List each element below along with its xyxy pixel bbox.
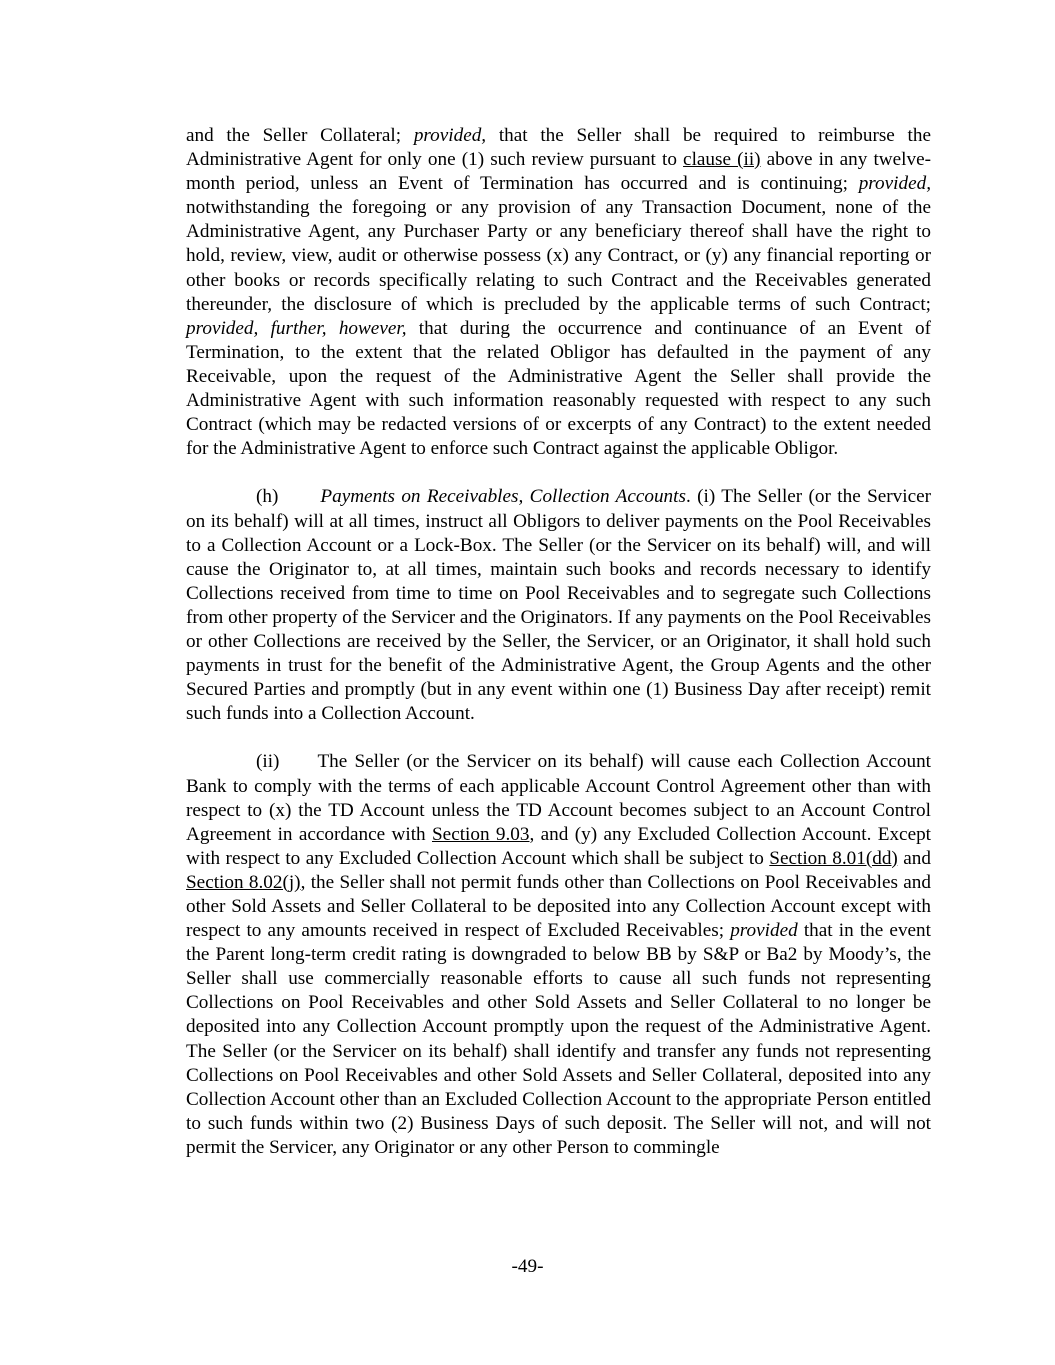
- paragraph-h: [186, 485, 931, 726]
- paragraph-continuation: [186, 124, 931, 461]
- section-marker-ii: (ii): [256, 751, 280, 773]
- text-run: notwithstanding the foregoing or any provision of any Transaction Document, none of the Administrative Agent, any Purchaser Party or any beneficiary thereof shall have the right to hold, review, view, audit or otherwise possess (x) any Contract, or (y) any financial reporting or other books or records specifically relating to such Contract and the Receivables generated thereunder, the disclosure of which is precluded by the applicable terms of such Contract;: [186, 197, 931, 315]
- section-marker-h: (h): [256, 486, 279, 508]
- text-run: and: [897, 847, 931, 869]
- text-run: that in the event the Parent long-term credit rating is downgraded to below BB by S&P or Ba2 by Moody’s, the Seller shall use commercially reasonable efforts to cause all such funds not representing Collections on Pool Receivables and other Sold Assets and Seller Collateral to no longer be deposited into any Collection Account promptly upon the request of the Administrative Agent. The Seller (or the Servicer on its behalf) shall identify and transfer any funds not representing Collections on Pool Receivables and other Sold Assets and Seller Collateral, deposited into any Collection Account other than an Excluded Collection Account to the appropriate Person entitled to such funds within two (2) Business Days of such deposit. The Seller will not, and will not permit the Servicer, any Originator or any other Person to commingle: [186, 920, 931, 1158]
- text-run: , the Seller shall not permit funds other than Collections on Pool Receivables and other Sold Assets and Seller Collateral to be deposited into any Collection Account except with respect to any amounts received in respect of Excluded Receivables;: [186, 871, 931, 942]
- section-heading: Payments on Receivables, Collection Accounts: [320, 486, 686, 508]
- clause-reference: clause (ii): [683, 149, 761, 171]
- paragraph-ii: [186, 750, 931, 1160]
- section-reference: Section 8.01(dd): [769, 847, 898, 869]
- italic-provided: provided: [730, 920, 798, 942]
- text-run: . (i) The Seller (or the Servicer on its behalf) will at all times, instruct all Obligors to deliver payments on the Pool Receivables to a Collection Account or a Lock-Box. The Seller (or the Servicer on its behalf) will, and will cause the Originator to, at all times, maintain such books and records necessary to identify Collections received from time to time on Pool Receivables and to segregate such Collections from other property of the Servicer and the Originators. If any payments on the Pool Receivables or other Collections are received by the Seller, the Servicer, or an Originator, it shall hold such payments in trust for the benefit of the Administrative Agent, the Group Agents and the other Secured Parties and promptly (but in any event within one (1) Business Day after receipt) remit such funds into a Collection Account.: [186, 486, 932, 725]
- paragraph-gap: [186, 726, 931, 750]
- text-run: and the Seller Collateral;: [186, 125, 414, 146]
- paragraph-gap: [186, 461, 931, 485]
- italic-provided: provided,: [858, 173, 931, 195]
- page-number: -49-: [511, 1256, 544, 1277]
- italic-provided: provided,: [413, 125, 487, 146]
- text-run: above in any twelve-month period, unless an Event of Termination has occurred and is continuing;: [186, 149, 931, 195]
- section-reference: Section 8.02(j): [186, 871, 301, 893]
- text-run: , and (y) any Excluded Collection Account. Except with respect to any Excluded Collection Account which shall be subject to: [186, 823, 932, 869]
- section-reference: Section 9.03: [432, 823, 530, 845]
- document-page: [186, 124, 931, 1160]
- text-run: The Seller (or the Servicer on its behalf) will cause each Collection Account Bank to comply with the terms of each applicable Account Control Agreement other than with respect to (x) the TD Account unless the TD Account becomes subject to an Account Control Agreement in accordance with: [186, 751, 931, 845]
- text-run: that the Seller shall be required to reimburse the Administrative Agent for only one (1) such review pursuant to: [186, 125, 931, 171]
- italic-provided-further-however: provided, further, however,: [186, 317, 407, 339]
- text-run: that during the occurrence and continuance of an Event of Termination, to the extent that the related Obligor has defaulted in the payment of any Receivable, upon the request of the Administrative Agent the Seller shall provide the Administrative Agent with such information reasonably requested with respect to any such Contract (which may be redacted versions of or excerpts of any Contract) to the extent needed for the Administrative Agent to enforce such Contract against the applicable Obligor.: [186, 317, 931, 460]
